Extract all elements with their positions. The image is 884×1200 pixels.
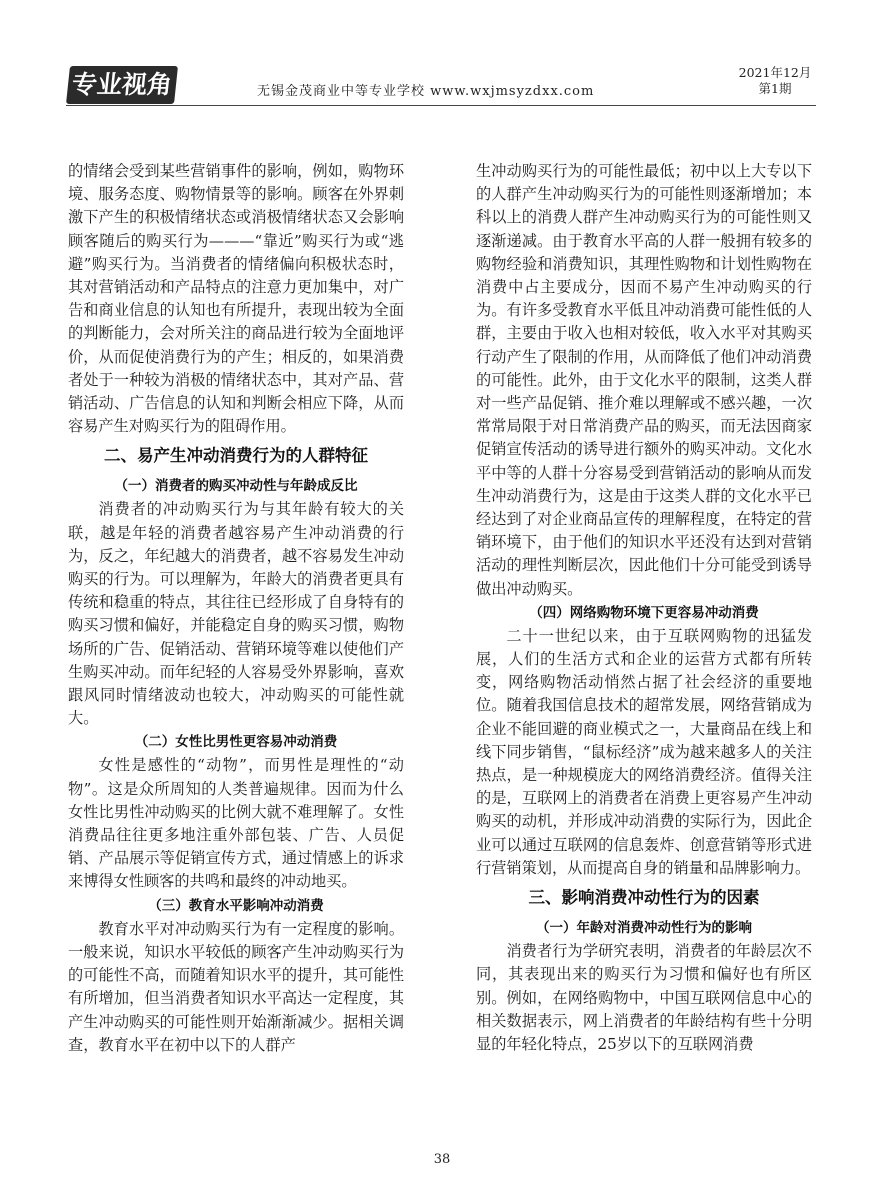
section-heading-3: 三、影响消费冲动性行为的因素 xyxy=(528,888,760,908)
paragraph-education-continued: 生冲动购买行为的可能性最低；初中以上大专以下的人群产生冲动购买行为的可能性则逐渐增加；本科以上的消费人群产生冲动购买行为的可能性则又逐渐递减。由于教育水平高的人群一般拥有较多的购物经验和消费知识，其理性购物和计划性购物在消费中占主要成分，因而不易产生冲动购买的行为。有许多受教育水平低且冲动消费可能性低的人群，主要由于收入也相对较低，收入水平对其购买行动产生了限制的作用，从而降低了他们冲动消费的可能性。此外，由于文化水平的限制，这类人群对一些产品促销、推介难以理解或不感兴趣，一次常常局限于对日常消费产品的购买，而无法因商家促销宣传活动的诱导进行额外的购买冲动。文化水平中等的人群十分容易受到营销活动的影响从而发生冲动消费行为，这是由于这类人群的文化水平已经达到了对企业商品宣传的理解程度，在特定的营销环境下，由于他们的知识水平还没有达到对营销活动的理性判断层次，因此他们十分可能受到诱导做出冲动购买。 xyxy=(476,162,812,598)
paragraph-age-influence: 消费者行为学研究表明，消费者的年龄层次不同，其表现出来的购买行为习惯和偏好也有所区别。例如，在网络购物中，中国互联网信息中心的相关数据表示，网上消费者的年龄结构有些十分明显的年轻化特点，25岁以下的互联网消费 xyxy=(476,942,812,1053)
subsection-heading-age-influence: （一）年龄对消费冲动性行为的影响 xyxy=(536,920,752,937)
subsection-heading-gender: （二）女性比男性更容易冲动消费 xyxy=(134,734,338,751)
subsection-heading-online: （四）网络购物环境下更容易冲动消费 xyxy=(529,604,759,621)
section-heading-2: 二、易产生冲动消费行为的人群特征 xyxy=(104,446,368,466)
school-name-url: 无锡金茂商业中等专业学校 www.wxjmsyzdxx.com xyxy=(257,84,595,99)
page-header xyxy=(0,0,884,110)
paragraph-age: 消费者的冲动购买行为与其年龄有较大的关联，越是年轻的消费者越容易产生冲动消费的行为，反之，年纪越大的消费者，越不容易发生冲动购买的行为。可以理解为，年龄大的消费者更具有传统和稳重的特点，其往往已经形成了自身特有的购买习惯和偏好，并能稳定自身的购买习惯，购物场所的广告、促销活动、营销环境等难以使他们产生购买冲动。而年纪轻的人容易受外界影响，喜欢跟风同时情绪波动也较大，冲动购买的可能性就大。 xyxy=(68,500,404,728)
subsection-heading-education: （三）教育水平影响冲动消费 xyxy=(148,897,324,914)
paragraph-gender: 女性是感性的“动物”，而男性是理性的“动物”。这是众所周知的人类普遍规律。因而为什么女性比男性冲动购买的比例大就不难理解了。女性消费品往往更多地注重外部包装、广告、人员促销、产品展示等促销宣传方式，通过情感上的诉求来博得女性顾客的共鸣和最终的冲动地买。 xyxy=(68,756,404,891)
paragraph-online: 二十一世纪以来，由于互联网购物的迅猛发展，人们的生活方式和企业的运营方式都有所转变，网络购物活动悄然占据了社会经济的重要地位。随着我国信息技术的超常发展，网络营销成为企业不能回避的商业模式之一，大量商品在线上和线下同步销售，“鼠标经济”成为越来越多人的关注热点，是一种规模庞大的网络消费经济。值得关注的是，互联网上的消费者在消费上更容易产生冲动购买的动机，并形成冲动消费的实际行为，因此企业可以通过互联网的信息轰炸、创意营销等形式进行营销策划，从而提高自身的销量和品牌影响力。 xyxy=(476,626,812,877)
column-logo: 专业视角 xyxy=(66,66,178,104)
issue-month: 2021年12月 xyxy=(738,65,812,80)
header-rule xyxy=(66,105,816,106)
paragraph-education: 教育水平对冲动购买行为有一定程度的影响。一般来说，知识水平较低的顾客产生冲动购买行为的可能性不高，而随着知识水平的提升，其可能性有所增加，但当消费者知识水平高达一定程度，其产生冲动购买的可能性则开始渐渐减少。据相关调查，教育水平在初中以下的人群产 xyxy=(68,919,404,1054)
subsection-heading-age: （一）消费者的购买冲动性与年龄成反比 xyxy=(114,478,358,495)
issue-date xyxy=(738,65,812,97)
left-column xyxy=(68,160,404,1057)
page-number: 38 xyxy=(433,1152,451,1167)
paragraph-continued: 的情绪会受到某些营销事件的影响，例如，购物环境、服务态度、购物情景等的影响。顾客在外界刺激下产生的积极情绪状态或消极情绪状态又会影响顾客随后的购买行为———“靠近”购买行为或“逃避”购买行为。当消费者的情绪偏向积极状态时，其对营销活动和产品特点的注意力更加集中，对广告和商业信息的认知也有所提升，表现出较为全面的判断能力，会对所关注的商品进行较为全面地评价，从而促使消费行为的产生；相反的，如果消费者处于一种较为消极的情绪状态中，其对产品、营销活动、广告信息的认知和判断会相应下降，从而容易产生对购买行为的阻碍作用。 xyxy=(68,162,404,436)
right-column xyxy=(476,160,812,1056)
issue-number: 第1期 xyxy=(758,81,792,96)
